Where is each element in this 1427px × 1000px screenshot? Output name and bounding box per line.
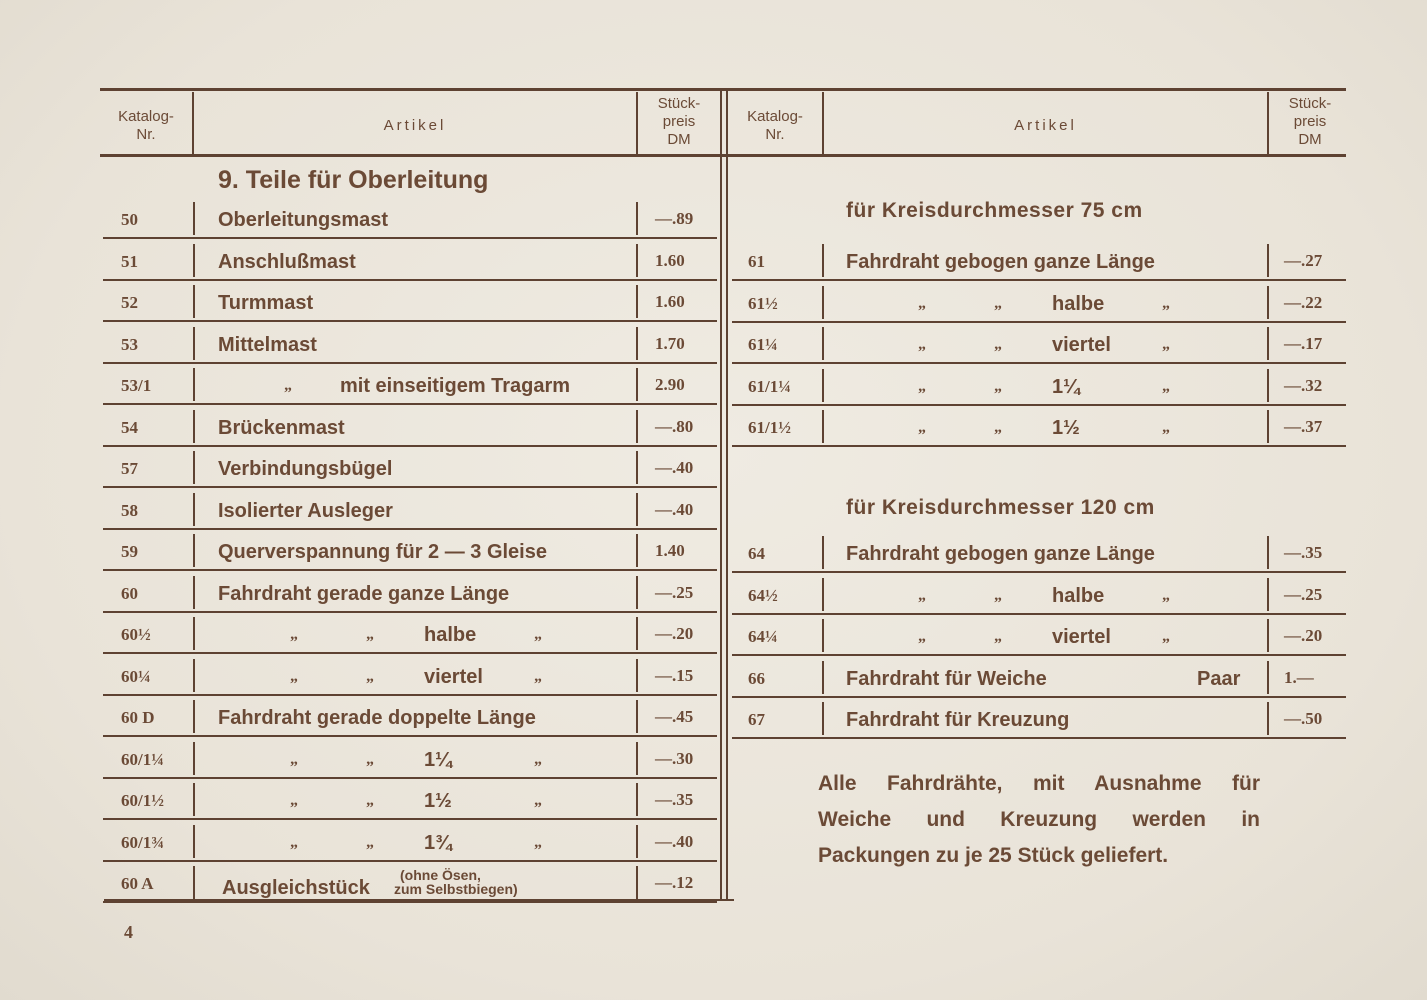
catalog-number: 57 (121, 459, 138, 478)
catalog-number: 50 (121, 210, 138, 229)
header-right-nr: Katalog- Nr. (747, 108, 803, 143)
catalog-number: 60/1¾ (121, 832, 164, 852)
table-row (732, 406, 1346, 447)
row-rule (732, 737, 1346, 739)
article-name: Querverspannung für 2 — 3 Gleise (218, 541, 547, 563)
table-row (103, 240, 717, 281)
table-row (103, 655, 717, 696)
ditto-mark: „ (534, 792, 542, 809)
unit-price: —.25 (1284, 584, 1323, 604)
row-divider-1 (822, 369, 824, 402)
row-divider-1 (822, 661, 824, 694)
catalog-number: 64¼ (748, 627, 778, 646)
row-divider-1 (193, 493, 195, 526)
catalog-number: 60½ (121, 625, 151, 644)
unit-price: —.22 (1284, 292, 1323, 312)
ditto-mark: „ (918, 294, 926, 312)
row-divider-2 (1267, 702, 1269, 735)
article-name: mit einseitigem Tragarm (340, 375, 571, 397)
ditto-mark: „ (366, 750, 374, 768)
unit-price: —.37 (1284, 417, 1323, 436)
table-row (732, 574, 1346, 615)
delivery-note-line-3: Packungen zu je 25 Stück geliefert. (818, 844, 1169, 867)
header-left-artikel: Artikel (383, 117, 447, 134)
unit-price: —.20 (1284, 626, 1323, 645)
subtitle-75cm: für Kreisdurchmesser 75 cm (846, 199, 1143, 222)
row-divider-2 (636, 576, 638, 609)
row-divider-2 (636, 493, 638, 526)
unit-price: 1.60 (655, 292, 685, 311)
table-row (103, 779, 717, 820)
row-divider-1 (193, 410, 195, 443)
row-divider-1 (822, 578, 824, 611)
table-row (103, 281, 717, 322)
row-divider-1 (822, 286, 824, 319)
catalog-number: 64½ (748, 585, 778, 605)
table-row (732, 532, 1346, 573)
catalog-number: 61/1¼ (748, 376, 791, 396)
ditto-mark: „ (290, 792, 298, 809)
row-divider-2 (636, 783, 638, 816)
table-row (103, 572, 717, 613)
row-divider-2 (636, 285, 638, 318)
center-divider-b (726, 88, 728, 900)
row-divider-1 (193, 576, 195, 609)
catalog-number: 64 (748, 544, 765, 563)
row-divider-1 (822, 327, 824, 360)
ditto-mark: „ (994, 377, 1002, 395)
row-divider-1 (193, 202, 195, 235)
delivery-note-line-1: Alle Fahrdrähte, mit Ausnahme für (818, 772, 1260, 795)
header-right-artikel: Artikel (1014, 117, 1077, 134)
article-note-line-1: (ohne Ösen, (400, 867, 481, 883)
header-top-rule (100, 88, 1346, 91)
unit-price: —.12 (655, 873, 694, 892)
unit-price: —.35 (1284, 543, 1323, 562)
row-divider-1 (193, 451, 195, 484)
unit-price: 2.90 (655, 375, 685, 394)
row-divider-2 (1267, 244, 1269, 277)
article-size: viertel (1052, 334, 1111, 356)
header-left-nr: Katalog- Nr. (118, 108, 174, 143)
unit-price: —.45 (655, 707, 694, 726)
row-divider-1 (822, 410, 824, 443)
table-row (103, 738, 717, 779)
table-row (732, 615, 1346, 656)
row-divider-1 (193, 742, 195, 775)
catalog-number: 53/1 (121, 376, 152, 395)
ditto-mark: „ (284, 377, 292, 394)
row-divider-2 (1267, 619, 1269, 652)
table-row (103, 530, 717, 571)
catalog-number: 61/1½ (748, 418, 791, 437)
table-row (732, 323, 1346, 364)
row-divider-2 (1267, 536, 1269, 569)
article-name: Fahrdraht für Kreuzung (846, 709, 1070, 731)
ditto-mark: „ (994, 586, 1002, 604)
article-name: Fahrdraht für Weiche (846, 667, 1047, 690)
table-row (103, 821, 717, 862)
table-row (103, 447, 717, 488)
ditto-mark: „ (290, 833, 298, 851)
unit-price: —.89 (655, 209, 694, 228)
article-size: halbe (424, 624, 477, 646)
table-row (103, 613, 717, 654)
row-divider-2 (636, 742, 638, 775)
catalog-number: 60 A (121, 874, 154, 893)
article-name: Fahrdraht gerade ganze Länge (218, 582, 510, 605)
ditto-mark: „ (534, 833, 542, 851)
catalog-number: 53 (121, 334, 138, 354)
unit-price: —.40 (655, 499, 694, 519)
page-number: 4 (124, 922, 133, 942)
row-divider-1 (193, 783, 195, 816)
ditto-mark: „ (1162, 336, 1170, 353)
row-divider-1 (193, 866, 195, 899)
ditto-mark: „ (366, 626, 374, 643)
ditto-mark: „ (918, 336, 926, 353)
article-name: Anschlußmast (218, 250, 356, 273)
article-name: Brückenmast (218, 416, 345, 439)
catalog-number: 60/1½ (121, 791, 164, 810)
article-size: 1¼ (1052, 375, 1080, 398)
ditto-mark: „ (534, 667, 542, 685)
table-row (732, 282, 1346, 323)
table-row (103, 198, 717, 239)
ditto-mark: „ (918, 377, 926, 395)
row-divider-1 (193, 327, 195, 360)
unit-price: 1.70 (655, 333, 685, 353)
article-name: Oberleitungsmast (218, 209, 389, 231)
row-divider-1 (193, 825, 195, 858)
table-row (103, 406, 717, 447)
article-name: Verbindungsbügel (218, 458, 393, 480)
article-size: 1½ (1052, 417, 1080, 439)
row-divider-1 (193, 285, 195, 318)
table-row (732, 365, 1346, 406)
ditto-mark: „ (918, 419, 926, 436)
unit-price: —.15 (655, 665, 694, 685)
catalog-number: 61¼ (748, 335, 778, 354)
catalog-number: 67 (748, 710, 765, 729)
row-divider-2 (636, 659, 638, 692)
header-bottom-rule (100, 154, 1346, 157)
catalog-number: 59 (121, 542, 138, 561)
article-note-line-2: zum Selbstbiegen) (394, 881, 518, 897)
article-name: Isolierter Ausleger (218, 499, 393, 522)
ditto-mark: „ (1162, 628, 1170, 645)
row-divider-1 (193, 534, 195, 567)
ditto-mark: „ (366, 667, 374, 685)
unit-price: —.40 (655, 831, 694, 851)
ditto-mark: „ (918, 586, 926, 604)
article-size: viertel (424, 665, 483, 688)
article-name: Mittelmast (218, 333, 317, 356)
article-name: Fahrdraht gerade doppelte Länge (218, 707, 536, 729)
row-divider-2 (1267, 327, 1269, 360)
ditto-mark: „ (1162, 377, 1170, 395)
row-divider-2 (636, 825, 638, 858)
row-divider-2 (636, 700, 638, 733)
unit-price: —.30 (655, 748, 694, 768)
catalog-number: 51 (121, 251, 138, 271)
row-divider-2 (1267, 661, 1269, 694)
row-divider-2 (1267, 578, 1269, 611)
row-divider-2 (636, 866, 638, 899)
ditto-mark: „ (1162, 419, 1170, 436)
ditto-mark: „ (366, 833, 374, 851)
table-row (732, 698, 1346, 739)
article-name: Fahrdraht gebogen ganze Länge (846, 251, 1155, 273)
section-title: 9. Teile für Oberleitung (218, 166, 489, 194)
article-name: Fahrdraht gebogen ganze Länge (846, 543, 1155, 565)
unit-price: 1.60 (655, 250, 685, 270)
row-divider-2 (1267, 410, 1269, 443)
row-divider-1 (822, 619, 824, 652)
table-row (732, 657, 1346, 698)
header-left-preis: Stück- preis DM (657, 95, 701, 148)
article-size: halbe (1052, 584, 1105, 607)
unit-price: —.25 (655, 582, 694, 602)
catalog-number: 60 D (121, 708, 155, 727)
row-divider-2 (636, 617, 638, 650)
ditto-mark: „ (994, 336, 1002, 353)
unit-price: —.80 (655, 416, 694, 436)
row-divider-1 (822, 536, 824, 569)
row-divider-1 (193, 659, 195, 692)
catalog-number: 60/1¼ (121, 749, 164, 769)
delivery-note-line-2: Weiche und Kreuzung werden in (818, 808, 1260, 831)
row-divider-1 (822, 702, 824, 735)
ditto-mark: „ (290, 667, 298, 685)
unit-price: —.32 (1284, 375, 1323, 395)
unit-price: 1.— (1284, 667, 1314, 687)
row-divider-1 (193, 700, 195, 733)
catalog-number: 61 (748, 252, 765, 271)
unit-price: —.20 (655, 624, 694, 643)
unit-price: —.50 (1284, 709, 1323, 728)
row-rule (103, 901, 717, 903)
row-divider-2 (636, 451, 638, 484)
ditto-mark: „ (918, 628, 926, 645)
center-divider-a (720, 88, 722, 900)
catalog-number: 60¼ (121, 666, 151, 686)
article-name: Turmmast (218, 292, 314, 314)
unit-price: 1.40 (655, 541, 685, 560)
ditto-mark: „ (366, 792, 374, 809)
unit-price: —.17 (1284, 334, 1323, 353)
ditto-mark: „ (290, 626, 298, 643)
article-name: Ausgleichstück (222, 877, 370, 899)
unit-price: —.35 (655, 790, 694, 809)
row-divider-2 (636, 410, 638, 443)
catalog-number: 58 (121, 500, 138, 520)
catalog-number: 60 (121, 583, 138, 603)
ditto-mark: „ (1162, 586, 1170, 604)
header-right-preis: Stück- preis DM (1288, 95, 1332, 148)
subtitle-120cm: für Kreisdurchmesser 120 cm (846, 496, 1155, 519)
table-row (103, 323, 717, 364)
table-row (103, 862, 717, 903)
catalog-number: 66 (748, 668, 765, 688)
article-size: viertel (1052, 626, 1111, 648)
article-size: 1¾ (424, 831, 452, 854)
row-divider-2 (636, 368, 638, 401)
table-row (103, 364, 717, 405)
ditto-mark: „ (994, 628, 1002, 645)
row-divider-1 (822, 244, 824, 277)
row-divider-2 (1267, 286, 1269, 319)
row-divider-2 (1267, 369, 1269, 402)
ditto-mark: „ (290, 750, 298, 768)
article-size: 1¼ (424, 748, 452, 771)
row-divider-2 (636, 327, 638, 360)
catalog-number: 52 (121, 293, 138, 312)
catalog-number: 61½ (748, 293, 778, 313)
row-rule (732, 445, 1346, 447)
row-divider-1 (193, 244, 195, 277)
row-divider-1 (193, 368, 195, 401)
row-divider-1 (193, 617, 195, 650)
row-divider-2 (636, 202, 638, 235)
unit-price: —.40 (655, 458, 694, 477)
ditto-mark: „ (534, 626, 542, 643)
ditto-mark: „ (994, 294, 1002, 312)
unit-price: —.27 (1284, 251, 1323, 270)
row-divider-2 (636, 534, 638, 567)
article-size: halbe (1052, 292, 1105, 315)
ditto-mark: „ (994, 419, 1002, 436)
table-row (732, 240, 1346, 281)
row-divider-2 (636, 244, 638, 277)
article-size: 1½ (424, 790, 452, 812)
table-row (103, 696, 717, 737)
ditto-mark: „ (1162, 294, 1170, 312)
delivery-note (818, 766, 1260, 874)
catalog-number: 54 (121, 417, 138, 437)
unit-label: Paar (1197, 667, 1241, 690)
ditto-mark: „ (534, 750, 542, 768)
table-row (103, 489, 717, 530)
